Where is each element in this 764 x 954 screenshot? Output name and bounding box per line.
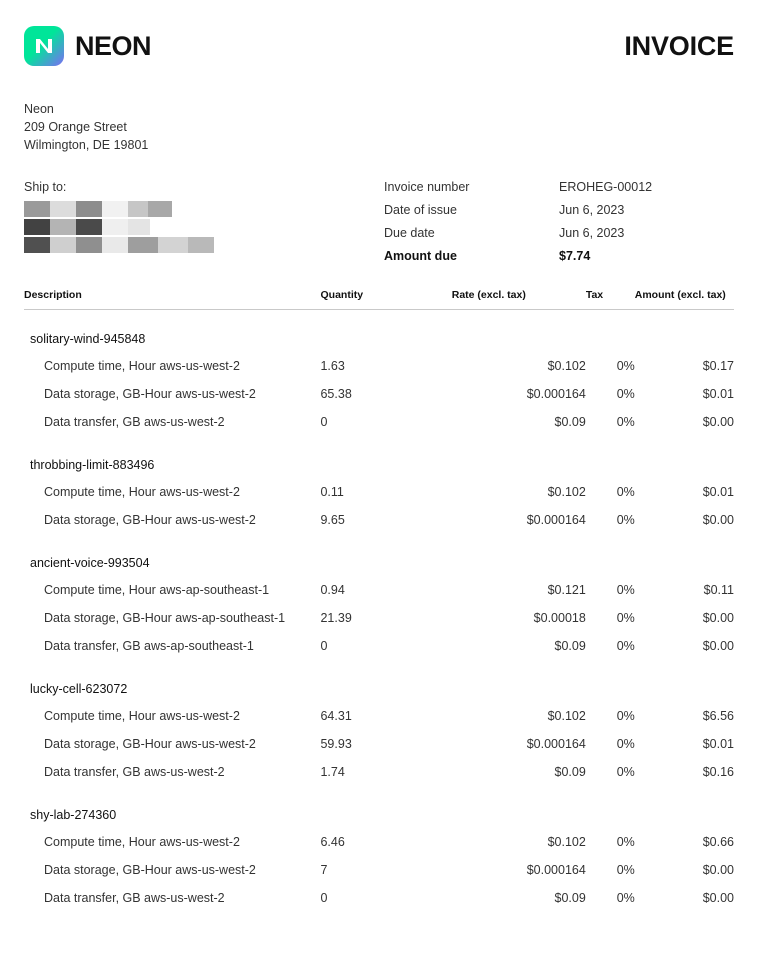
line-item-rate: $0.00018 [533,611,586,626]
line-item-quantity: 0 [320,891,328,906]
line-item-rate: $0.09 [554,891,586,906]
line-item-tax: 0% [616,863,635,878]
invoice-number-line [384,180,734,194]
due-date-line [384,226,734,240]
line-item-description: Compute time, Hour aws-us-west-2 [44,709,240,724]
project-group-row [24,534,734,576]
line-item-rate: $0.000164 [526,513,586,528]
line-item-rate: $0.000164 [526,387,586,402]
neon-logo-icon [24,26,64,66]
table-row [24,758,734,786]
line-item-amount: $0.00 [702,513,734,528]
line-item-quantity: 9.65 [320,513,345,528]
ship-to-label: Ship to: [24,180,67,195]
ship-to-redacted [24,201,354,253]
line-item-amount: $0.01 [702,387,734,402]
project-name: throbbing-limit-883496 [30,458,155,473]
line-item-quantity: 0 [320,639,328,654]
line-item-rate: $0.09 [554,639,586,654]
column-header-description: Description [24,289,320,310]
line-item-tax: 0% [616,891,635,906]
table-row [24,352,734,380]
line-item-amount: $0.17 [702,359,734,374]
table-row [24,604,734,632]
table-row [24,478,734,506]
line-item-description: Data storage, GB-Hour aws-ap-southeast-1 [44,611,286,626]
invoice-meta [384,180,734,263]
line-item-quantity: 64.31 [320,709,352,724]
line-item-rate: $0.102 [547,835,586,850]
table-body [24,310,734,913]
table-head [24,289,734,310]
line-item-amount: $0.00 [702,863,734,878]
project-name: lucky-cell-623072 [30,682,128,697]
project-name: shy-lab-274360 [30,808,117,823]
line-item-amount: $0.00 [702,611,734,626]
line-items-table [24,289,734,912]
table-row [24,380,734,408]
line-item-amount: $0.00 [702,415,734,430]
project-group-row [24,310,734,353]
project-name: ancient-voice-993504 [30,556,150,571]
line-item-rate: $0.09 [554,415,586,430]
line-item-amount: $6.56 [702,709,734,724]
page-title: INVOICE [624,30,734,61]
table-row [24,702,734,730]
line-item-rate: $0.102 [547,485,586,500]
due-date-value: Jun 6, 2023 [559,226,625,241]
line-item-description: Compute time, Hour aws-us-west-2 [44,485,240,500]
line-item-description: Data storage, GB-Hour aws-us-west-2 [44,737,256,752]
line-item-quantity: 65.38 [320,387,352,402]
table-row [24,730,734,758]
line-item-tax: 0% [616,583,635,598]
brand [24,26,151,66]
line-item-rate: $0.102 [547,359,586,374]
line-item-description: Data transfer, GB aws-us-west-2 [44,765,225,780]
project-group-row [24,786,734,828]
line-item-rate: $0.09 [554,765,586,780]
line-item-quantity: 0.11 [320,485,344,500]
line-item-quantity: 6.46 [320,835,345,850]
meta-row [24,180,734,263]
column-header-quantity: Quantity [320,289,451,310]
line-item-amount: $0.01 [702,737,734,752]
amount-due-line [384,249,734,263]
issue-date-line [384,203,734,217]
line-item-tax: 0% [616,513,635,528]
line-item-tax: 0% [616,709,635,724]
seller-name: Neon [24,102,54,116]
invoice-number-label: Invoice number [384,180,470,195]
line-item-rate: $0.000164 [526,737,586,752]
line-item-tax: 0% [616,387,635,402]
line-item-quantity: 1.74 [320,765,345,780]
table-row [24,884,734,912]
line-item-tax: 0% [616,835,635,850]
line-item-description: Data storage, GB-Hour aws-us-west-2 [44,863,256,878]
project-group-row [24,660,734,702]
seller-city: Wilmington, DE 19801 [24,138,149,153]
ship-to-block [24,180,354,255]
line-item-description: Compute time, Hour aws-us-west-2 [44,835,240,850]
project-name: solitary-wind-945848 [30,332,146,347]
line-item-amount: $0.00 [702,891,734,906]
line-item-quantity: 21.39 [320,611,352,626]
line-item-quantity: 1.63 [320,359,345,374]
line-item-amount: $0.01 [702,485,734,500]
invoice-header [24,26,734,66]
line-item-quantity: 59.93 [320,737,352,752]
line-item-tax: 0% [616,611,635,626]
line-item-tax: 0% [616,639,635,654]
line-item-description: Data transfer, GB aws-us-west-2 [44,891,225,906]
line-item-tax: 0% [616,485,635,500]
project-group-row [24,436,734,478]
line-item-rate: $0.000164 [526,863,586,878]
line-item-tax: 0% [616,765,635,780]
issue-date-value: Jun 6, 2023 [559,203,625,218]
amount-due-label: Amount due [384,249,457,264]
line-item-quantity: 7 [320,863,328,878]
line-item-description: Compute time, Hour aws-ap-southeast-1 [44,583,270,598]
amount-due-value: $7.74 [559,249,591,264]
issue-date-label: Date of issue [384,203,457,218]
table-row [24,408,734,436]
column-header-rate: Rate (excl. tax) [452,289,586,310]
line-item-tax: 0% [616,415,635,430]
brand-name: NEON [75,30,152,61]
table-row [24,828,734,856]
invoice-number-value: EROHEG-00012 [559,180,653,195]
table-row [24,506,734,534]
seller-street: 209 Orange Street [24,120,127,135]
table-header-row [24,289,734,310]
table-row [24,856,734,884]
line-item-tax: 0% [616,359,635,374]
line-item-quantity: 0 [320,415,328,430]
line-item-description: Data transfer, GB aws-us-west-2 [44,415,225,430]
line-item-description: Data transfer, GB aws-ap-southeast-1 [44,639,254,654]
line-item-description: Data storage, GB-Hour aws-us-west-2 [44,387,256,402]
table-row [24,576,734,604]
due-date-label: Due date [384,226,435,241]
line-item-amount: $0.00 [702,639,734,654]
line-item-amount: $0.66 [702,835,734,850]
line-item-tax: 0% [616,737,635,752]
line-item-amount: $0.11 [703,583,734,598]
line-item-quantity: 0.94 [320,583,345,598]
seller-address [24,100,734,154]
line-item-amount: $0.16 [702,765,734,780]
line-item-description: Data storage, GB-Hour aws-us-west-2 [44,513,256,528]
line-item-rate: $0.102 [547,709,586,724]
line-item-rate: $0.121 [547,583,586,598]
column-header-amount: Amount (excl. tax) [635,289,734,310]
line-item-description: Compute time, Hour aws-us-west-2 [44,359,240,374]
column-header-tax: Tax [586,289,635,310]
table-row [24,632,734,660]
